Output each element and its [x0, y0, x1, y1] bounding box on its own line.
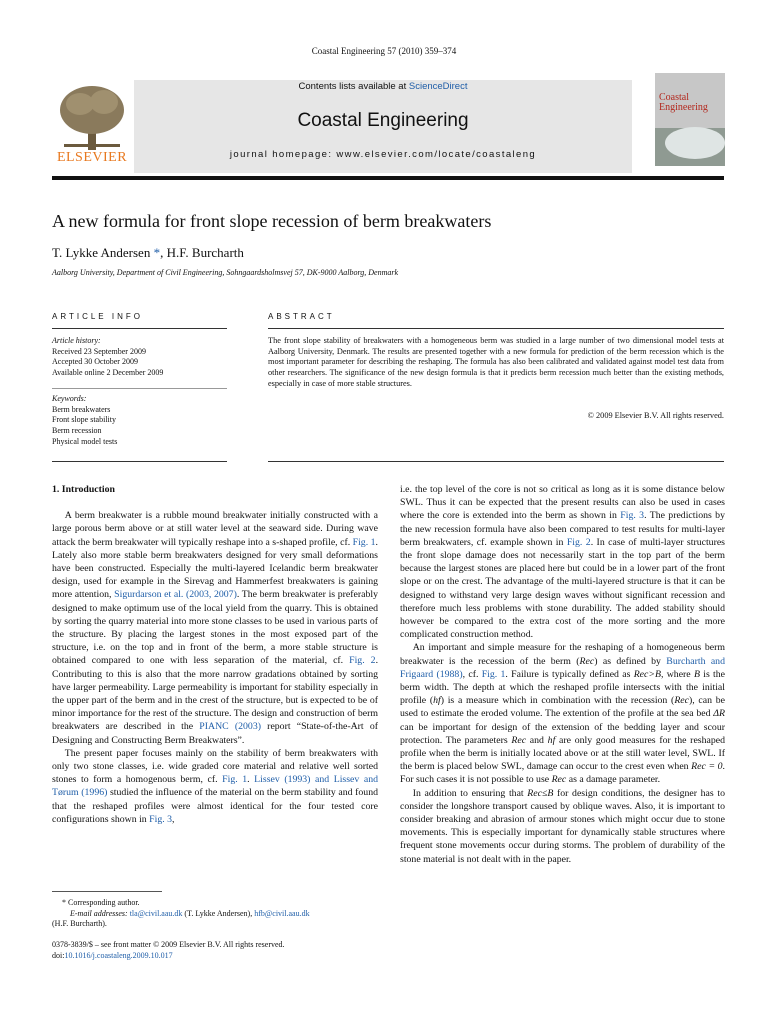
contents-prefix: Contents lists available at: [298, 81, 409, 92]
cover-illustration: [655, 73, 725, 166]
paragraph: In addition to ensuring that Rec≤B for design conditions, the designer has to consider the longshore transport caused by oblique waves. Also, it is important to consider breaking and abrasion of armour stones which might occur due to stone movements. This is especially important for dynamically stable structures where frequent stone movements occur during storms. The problem of durability of the stone material is not dealt with in the paper.: [400, 787, 725, 865]
reference-link[interactable]: Burcharth and Frigaard (1988): [400, 655, 725, 680]
footnote-rule: [52, 891, 162, 892]
figure-link[interactable]: Fig. 3: [620, 510, 645, 522]
contents-available-line: [134, 81, 632, 92]
header-divider: [52, 176, 724, 180]
online-date: Available online 2 December 2009: [52, 368, 164, 378]
journal-cover-image: [655, 73, 725, 166]
email-link[interactable]: hfb@civil.aau.dk: [254, 908, 310, 918]
keyword: Berm breakwaters: [52, 404, 111, 414]
received-date: Received 23 September 2009: [52, 346, 146, 356]
abstract-rule: [268, 328, 724, 329]
abstract-bottom-rule: [268, 461, 724, 462]
author-2[interactable]: , H.F. Burcharth: [160, 245, 244, 260]
keywords-block: [52, 394, 227, 448]
section-heading: 1. Introduction: [52, 484, 115, 495]
author-list: [52, 245, 244, 261]
keywords-label: Keywords:: [52, 394, 87, 403]
article-info-mid-rule: [52, 388, 227, 389]
cover-title-line-1: Coastal: [659, 92, 689, 103]
body-right-column: [400, 483, 725, 866]
cover-title-line-2: Engineering: [659, 102, 708, 113]
front-matter: [52, 939, 388, 961]
article-info-rule: [52, 328, 227, 329]
author-1[interactable]: T. Lykke Andersen: [52, 245, 151, 260]
issn-line: 0378-3839/$ – see front matter © 2009 Elsevier B.V. All rights reserved.: [52, 940, 285, 949]
article-title: A new formula for front slope recession of berm breakwaters: [52, 211, 492, 231]
corresponding-author-footnote: * Corresponding author. E-mail addresses: tla@civil.aau.dk (T. Lykke Andersen), hfb@civil.aau.dk (H.F. Burcharth).: [52, 898, 310, 928]
article-history-label: Article history:: [52, 336, 101, 345]
accepted-date: Accepted 30 October 2009: [52, 357, 138, 367]
reference-link[interactable]: Lissev (1993) and Lissev and Tørum (1996): [52, 774, 378, 799]
abstract-copyright: © 2009 Elsevier B.V. All rights reserved.: [587, 411, 724, 420]
abstract-text: The front slope stability of breakwaters with a homogeneous berm was studied in a large number of two dimensional model tests at Aalborg University, Denmark. The results are presented together with a new formula for prediction of the berm recession which is the most important parameter for describing the reshaping. The formula has also been calibrated and validated against model test data from other researchers. The significance of the new design formula is that it predicts berm recession much better than the existing methods, especially in case of more stable structures.: [268, 336, 724, 388]
journal-citation: Coastal Engineering 57 (2010) 359–374: [311, 46, 457, 56]
author-affiliation: Aalborg University, Department of Civil Engineering, Sohngaardsholmsvej 57, DK-9000 Aalborg, Denmark: [52, 268, 399, 277]
corresponding-author-marker[interactable]: *: [153, 245, 161, 260]
paragraph: The present paper focuses mainly on the stability of berm breakwaters with only two stone classes, i.e. wide graded core material and relative well sorted stones to form a homogenous berm, cf. Fig. 1. Lissev (1993) and Lissev and Tørum (1996) studied the influence of the material on the berm stability and found that the reshaped profiles were almost identical for the four tested core configurations shown in Fig. 3,: [52, 747, 379, 825]
journal-name: Coastal Engineering: [297, 110, 469, 131]
keyword: Berm recession: [52, 426, 102, 436]
keyword: Physical model tests: [52, 436, 118, 446]
figure-link[interactable]: Fig. 1: [481, 668, 506, 680]
paragraph: i.e. the top level of the core is not so critical as long as it is some distance below SWL. Thus it can be expected that the present results can also be used in cases where the core is extended into the berm as shown in Fig. 3. The predictions by the new recession formula have also been compared to test results for multi-layer berm breakwaters, cf. example shown in Fig. 2. In case of multi-layer structures the front slope damage does not necessarily start in the top part of the berm because the largest stones are placed here but could be in a lower part of the front slope or on the crest. The advantage of the multi-layered structure is that it can be designed to withstand very large design waves without significant recession and therefore much less problems with stone durability. The added stability should however be compared to the extra cost of the more sorting and the more complicated construction method.: [400, 484, 725, 641]
elsevier-wordmark: ELSEVIER: [56, 150, 128, 165]
journal-homepage[interactable]: journal homepage: www.elsevier.com/locate/coastaleng: [229, 149, 537, 160]
figure-link[interactable]: Fig. 1: [352, 536, 376, 548]
reference-link[interactable]: Sigurdarson et al. (2003, 2007): [114, 589, 237, 601]
figure-link[interactable]: Fig. 2: [566, 536, 591, 548]
keyword: Front slope stability: [52, 415, 116, 425]
article-history: [52, 336, 227, 379]
figure-link[interactable]: Fig. 2: [349, 655, 376, 667]
doi-link[interactable]: 10.1016/j.coastaleng.2009.10.017: [64, 951, 173, 960]
paragraph: A berm breakwater is a rubble mound breakwater initially constructed with a large porous berm above or at still water level at the seaward side. During wave attack the berm breakwater will typically reshape into a s-shaped profile, cf. Fig. 1. Lately also more stable berm breakwaters designed for very small deformations have been constructed. Especially the multi-layered Icelandic berm breakwater design, used for example in the Sirevag and Hammerfest breakwaters is gaining more attention, Sigurdarson et al. (2003, 2007). The berm breakwater is preferably designed to make optimum use of the local yield from the quarry. This is obtained by sorting the quarry material into more stone classes to be used in various parts of the structure. By placing the largest stones in the most exposed part of the structure, i.e. on the top and in front of the berm, a more stable structure is obtained compared to one with less separation of the material, cf. Fig. 2. Contributing to this is also that the more narrow gradations obtained by sorting have larger permeability. Large permeability is important for stability especially in the upper part of the berm and in the crest of the structure, but is expected to be of minor importance for the rest of the structure. The design and construction of berm breakwaters are described in the PIANC (2003) report “State-of-the-Art of Designing and Constructing Berm Breakwaters”.: [52, 510, 379, 746]
doi-line: doi:10.1016/j.coastaleng.2009.10.017: [52, 951, 173, 960]
body-left-column: [52, 483, 378, 826]
article-info-heading: ARTICLE INFO: [52, 312, 143, 321]
abstract-heading: ABSTRACT: [268, 312, 335, 321]
cover-title: [659, 93, 721, 113]
article-info-bottom-rule: [52, 461, 227, 462]
reference-link[interactable]: PIANC (2003): [199, 721, 261, 733]
figure-link[interactable]: Fig. 1: [222, 774, 248, 786]
sciencedirect-link[interactable]: ScienceDirect: [408, 81, 468, 92]
figure-link[interactable]: Fig. 3: [149, 813, 173, 825]
email-link[interactable]: tla@civil.aau.dk: [129, 908, 183, 918]
paragraph: An important and simple measure for the reshaping of a homogeneous berm breakwater is the recession of the berm (Rec) as defined by Burcharth and Frigaard (1988), cf. Fig. 1. Failure is typically defined as Rec>B, where B is the berm width. The depth at which the reshaped profile intersects with the initial profile (hf) is a measure which in combination with the recession (Rec), can be used to estimate the eroded volume. The extention of the profile at the sea bed ΔR can be important for design of the extension of the bedding layer and scour protection. The parameters Rec and hf are only good measures for the reshaped profile when the berm is initially located above or at the still water level, SWL. If the berm is placed below SWL, damage can occur to the crest even when Rec = 0. For such cases it is not possible to use Rec as a damage parameter.: [400, 642, 726, 786]
